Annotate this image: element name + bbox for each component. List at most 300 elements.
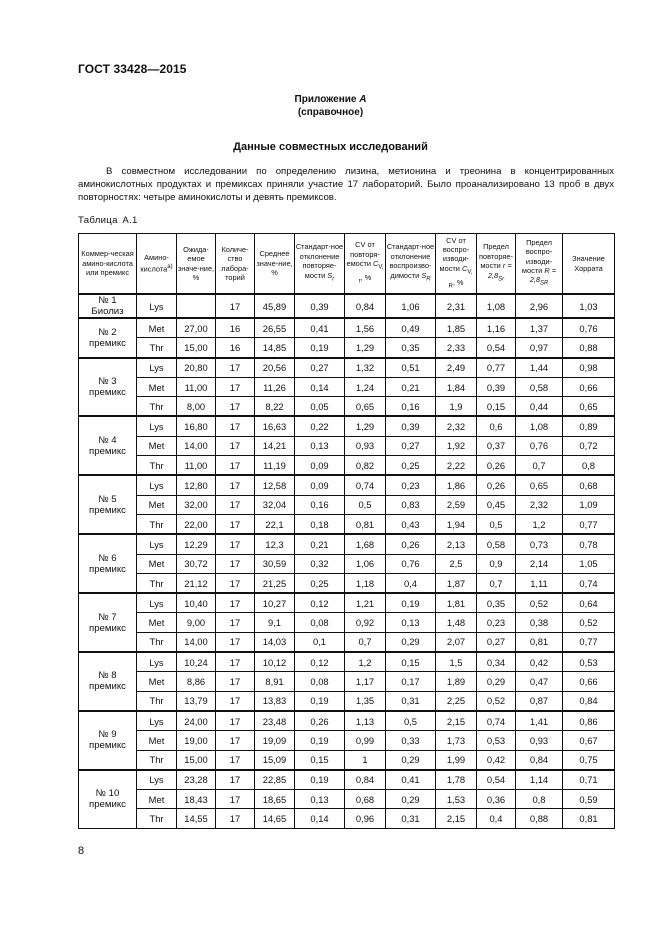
table-cell: 0,74	[563, 573, 615, 593]
product-number: № 1	[98, 295, 117, 306]
product-name-cell	[79, 416, 137, 475]
table-cell: 2,31	[436, 294, 477, 318]
table-cell: 8,86	[177, 672, 216, 691]
header-R-limit: Предел воспро-изводи-мости $R = 2,8_{SR}$	[516, 234, 563, 295]
table-cell: 1,89	[436, 672, 477, 691]
table-cell: 0,58	[477, 534, 516, 554]
table-cell: 0,45	[477, 495, 516, 514]
table-cell: 0,77	[563, 514, 615, 534]
table-cell: 0,89	[563, 416, 615, 436]
table-cell: Met	[137, 790, 177, 809]
table-cell: 22,85	[255, 770, 295, 790]
table-cell: 2,15	[436, 809, 477, 828]
table-cell: 1,29	[345, 338, 386, 358]
header-sR: Стандарт-ное отклонение воспроизво-димости $S_R$	[386, 234, 436, 295]
product-number: № 2	[98, 326, 117, 338]
table-cell: 0,68	[345, 790, 386, 809]
table-cell: 0,39	[386, 416, 436, 436]
table-cell: 17	[216, 397, 255, 417]
table-cell: 0,71	[563, 770, 615, 790]
table-cell: 0,26	[386, 534, 436, 554]
table-cell: 2,49	[436, 358, 477, 378]
product-kind: премикс	[89, 740, 126, 752]
table-cell: 1,53	[436, 790, 477, 809]
table-cell: 0,26	[295, 711, 345, 731]
table-cell: 0,13	[386, 613, 436, 632]
table-cell: 1,56	[345, 318, 386, 338]
product-name-cell	[79, 358, 137, 417]
table-cell: 17	[216, 514, 255, 534]
header-r-limit: Предел повторяе-мости $r = 2,8_{Sr}$	[477, 234, 516, 295]
table-cell: 0,77	[563, 632, 615, 652]
table-cell: 21,12	[177, 573, 216, 593]
table-cell: 17	[216, 809, 255, 828]
table-cell: 23,48	[255, 711, 295, 731]
header-expected: Ожида-емое значе-ние, %	[177, 234, 216, 295]
table-cell: 0,74	[345, 475, 386, 495]
header-cv-r: CV от повторя-емости $C_{V, r}$, %	[345, 234, 386, 295]
table-cell: 15,09	[255, 750, 295, 770]
table-cell: 1,48	[436, 613, 477, 632]
table-cell: 0,59	[563, 790, 615, 809]
table-cell: Met	[137, 554, 177, 573]
table-cell: 0,39	[477, 377, 516, 396]
table-cell: 14,65	[255, 809, 295, 828]
table-cell: 0,34	[477, 652, 516, 672]
table-cell: 14,00	[177, 436, 216, 455]
table-cell: 0,84	[345, 770, 386, 790]
table-cell: 0,42	[477, 750, 516, 770]
table-row	[79, 632, 615, 652]
table-cell: 0,8	[516, 790, 563, 809]
table-cell: 0,4	[386, 573, 436, 593]
table-row	[79, 436, 615, 455]
table-cell: 0,35	[477, 593, 516, 613]
table-cell: Lys	[137, 475, 177, 495]
product-kind: премикс	[89, 445, 126, 457]
table-cell: Met	[137, 672, 177, 691]
table-cell: 0,29	[386, 750, 436, 770]
table-cell: 0,42	[516, 652, 563, 672]
table-cell: 0,15	[477, 397, 516, 417]
table-cell: Thr	[137, 397, 177, 417]
table-cell: 0,4	[477, 809, 516, 828]
table-cell: 0,12	[295, 652, 345, 672]
table-cell: 0,93	[345, 436, 386, 455]
table-cell: 0,81	[345, 514, 386, 534]
table-cell: 0,26	[477, 456, 516, 476]
table-cell: 0,31	[386, 691, 436, 711]
table-row	[79, 318, 615, 338]
table-cell: 27,00	[177, 318, 216, 338]
table-cell: 26,55	[255, 318, 295, 338]
intro-paragraph: В совместном исследовании по определению лизина, метионина и треонина в концентрированных аминокислотных продуктах и премиксах приняли участие 17 лабораторий. Было проанализировано 13 проб в двух повторностях: четыре аминокислоты и девять премиксов.	[78, 166, 614, 204]
table-cell: 1,85	[436, 318, 477, 338]
table-cell: 16	[216, 318, 255, 338]
table-cell: 18,65	[255, 790, 295, 809]
table-cell: 0,13	[295, 790, 345, 809]
table-cell: 14,21	[255, 436, 295, 455]
table-cell: 23,28	[177, 770, 216, 790]
table-cell: 1,44	[516, 358, 563, 378]
table-cell: 1,05	[563, 554, 615, 573]
table-cell: 10,12	[255, 652, 295, 672]
product-kind: премикс	[89, 504, 126, 516]
table-cell: 0,99	[345, 731, 386, 750]
table-cell: 12,80	[177, 475, 216, 495]
table-cell: 1,84	[436, 377, 477, 396]
table-cell: 0,92	[345, 613, 386, 632]
table-cell: 0,25	[295, 573, 345, 593]
table-cell: Met	[137, 495, 177, 514]
table-cell: 0,53	[563, 652, 615, 672]
table-cell: 17	[216, 790, 255, 809]
table-cell: 17	[216, 632, 255, 652]
table-cell: 22,1	[255, 514, 295, 534]
table-cell: 0,19	[295, 691, 345, 711]
table-cell: 0,32	[295, 554, 345, 573]
table-cell: 2,96	[516, 294, 563, 318]
table-cell: 0,36	[477, 790, 516, 809]
table-cell: 0,67	[563, 731, 615, 750]
table-cell: 1,18	[345, 573, 386, 593]
table-row	[79, 416, 615, 436]
table-row	[79, 809, 615, 828]
table-cell: 0,81	[516, 632, 563, 652]
table-cell: 8,91	[255, 672, 295, 691]
table-cell: 17	[216, 377, 255, 396]
table-cell: 0,87	[516, 691, 563, 711]
table-cell: 17	[216, 358, 255, 378]
table-cell: 1,73	[436, 731, 477, 750]
table-cell: 21,25	[255, 573, 295, 593]
table-cell: 12,29	[177, 534, 216, 554]
table-cell: 0,66	[563, 377, 615, 396]
table-cell: 0,7	[477, 573, 516, 593]
product-name-cell	[79, 294, 137, 318]
table-cell: Thr	[137, 338, 177, 358]
table-cell: 12,58	[255, 475, 295, 495]
table-cell: 0,39	[295, 294, 345, 318]
table-cell: 0,27	[295, 358, 345, 378]
table-cell: 0,43	[386, 514, 436, 534]
table-cell: 0,09	[295, 456, 345, 476]
table-cell: 17	[216, 416, 255, 436]
table-row	[79, 475, 615, 495]
table-cell: Thr	[137, 691, 177, 711]
table-cell: 2,32	[516, 495, 563, 514]
table-cell: 0,84	[563, 691, 615, 711]
table-cell: 0,7	[516, 456, 563, 476]
table-cell: 8,00	[177, 397, 216, 417]
table-cell: 8,22	[255, 397, 295, 417]
table-row	[79, 397, 615, 417]
table-cell: 17	[216, 711, 255, 731]
table-row	[79, 514, 615, 534]
table-cell: 1,87	[436, 573, 477, 593]
table-cell: 2,07	[436, 632, 477, 652]
table-cell: 17	[216, 456, 255, 476]
table-row	[79, 731, 615, 750]
table-cell: 1,21	[345, 593, 386, 613]
table-cell: 1,2	[516, 514, 563, 534]
table-cell: Thr	[137, 456, 177, 476]
table-row	[79, 358, 615, 378]
product-kind: премикс	[89, 622, 126, 634]
appendix-type: (справочное)	[297, 107, 364, 118]
product-number: № 4	[98, 434, 117, 446]
table-cell: 0,64	[563, 593, 615, 613]
table-cell: 0,78	[563, 534, 615, 554]
table-cell: 0,05	[295, 397, 345, 417]
table-cell: 0,16	[386, 397, 436, 417]
table-cell: 9,00	[177, 613, 216, 632]
table-row	[79, 495, 615, 514]
product-number: № 8	[98, 670, 117, 682]
table-cell: 32,04	[255, 495, 295, 514]
table-cell: 0,41	[295, 318, 345, 338]
table-cell: 1,41	[516, 711, 563, 731]
table-cell: 0,31	[386, 809, 436, 828]
product-kind: премикс	[89, 387, 126, 399]
table-cell: Lys	[137, 294, 177, 318]
table-cell: 0,23	[477, 613, 516, 632]
table-cell: 0,18	[295, 514, 345, 534]
table-cell: 19,09	[255, 731, 295, 750]
table-cell: 2,14	[516, 554, 563, 573]
product-number: № 5	[98, 493, 117, 505]
table-cell: 2,22	[436, 456, 477, 476]
table-cell: 20,80	[177, 358, 216, 378]
table-cell: 0,38	[516, 613, 563, 632]
table-cell: Met	[137, 731, 177, 750]
table-cell: 0,88	[516, 809, 563, 828]
table-cell: 0,12	[295, 593, 345, 613]
table-cell: Thr	[137, 632, 177, 652]
table-cell: 17	[216, 652, 255, 672]
table-cell: 15,00	[177, 750, 216, 770]
table-cell: 0,16	[295, 495, 345, 514]
table-cell: 17	[216, 436, 255, 455]
table-cell: 0,08	[295, 613, 345, 632]
table-cell: 0,44	[516, 397, 563, 417]
table-cell: 0,83	[386, 495, 436, 514]
table-cell: 0,17	[386, 672, 436, 691]
table-cell: 2,15	[436, 711, 477, 731]
table-cell: 22,00	[177, 514, 216, 534]
product-name-cell	[79, 475, 137, 534]
table-cell: 19,00	[177, 731, 216, 750]
table-cell: 1,94	[436, 514, 477, 534]
table-cell: 0,76	[563, 318, 615, 338]
table-cell: 0,9	[477, 554, 516, 573]
table-cell: 0,15	[386, 652, 436, 672]
table-row	[79, 456, 615, 476]
table-cell: 0,53	[477, 731, 516, 750]
table-cell: 0,6	[477, 416, 516, 436]
table-cell: 1,92	[436, 436, 477, 455]
document-code: ГОСТ 33428—2015	[78, 62, 187, 76]
table-cell: 0,19	[295, 338, 345, 358]
table-row	[79, 672, 615, 691]
table-cell: 0,54	[477, 338, 516, 358]
table-cell: 0,88	[563, 338, 615, 358]
table-cell: 1,9	[436, 397, 477, 417]
table-cell: 0,15	[295, 750, 345, 770]
table-cell: Lys	[137, 534, 177, 554]
table-cell: 0,27	[386, 436, 436, 455]
table-cell: 16,63	[255, 416, 295, 436]
table-cell: 17	[216, 294, 255, 318]
table-cell: Lys	[137, 711, 177, 731]
table-cell: 11,00	[177, 377, 216, 396]
table-cell: 14,85	[255, 338, 295, 358]
table-cell: 0,25	[386, 456, 436, 476]
table-cell: Lys	[137, 652, 177, 672]
table-cell: 0,52	[563, 613, 615, 632]
product-number: № 10	[95, 788, 120, 800]
table-cell: 14,03	[255, 632, 295, 652]
header-sr: Стандарт-ное отклонение повторяе-мости $S_r$	[295, 234, 345, 295]
header-aminoacid: Амино-кислота$^{а)}$	[137, 234, 177, 295]
table-cell: 10,24	[177, 652, 216, 672]
table-cell: 16	[216, 338, 255, 358]
table-row	[79, 377, 615, 396]
table-cell: 0,54	[477, 770, 516, 790]
table-row	[79, 294, 615, 318]
table-cell: 0,51	[386, 358, 436, 378]
table-cell: 1,17	[345, 672, 386, 691]
table-cell: Met	[137, 377, 177, 396]
table-cell: 0,29	[477, 672, 516, 691]
table-cell: Met	[137, 613, 177, 632]
product-number: № 3	[98, 376, 117, 388]
table-cell: 1,35	[345, 691, 386, 711]
table-cell: 0,35	[386, 338, 436, 358]
table-cell: 0,97	[516, 338, 563, 358]
table-cell: 0,52	[477, 691, 516, 711]
table-cell: 17	[216, 554, 255, 573]
product-name-cell	[79, 534, 137, 593]
table-cell: 1,78	[436, 770, 477, 790]
table-cell: 17	[216, 593, 255, 613]
table-cell: 2,32	[436, 416, 477, 436]
table-cell: 1,32	[345, 358, 386, 378]
table-cell: 1,81	[436, 593, 477, 613]
table-cell: 14,00	[177, 632, 216, 652]
table-cell: 1,86	[436, 475, 477, 495]
table-cell: Lys	[137, 770, 177, 790]
table-cell: 1,09	[563, 495, 615, 514]
table-cell: 0,65	[563, 397, 615, 417]
table-cell: 0,72	[563, 436, 615, 455]
table-cell: 17	[216, 770, 255, 790]
table-cell: 1,13	[345, 711, 386, 731]
table-cell: 11,00	[177, 456, 216, 476]
table-cell: 20,56	[255, 358, 295, 378]
table-cell: Thr	[137, 750, 177, 770]
table-row	[79, 593, 615, 613]
table-cell: 1,99	[436, 750, 477, 770]
product-kind: премикс	[89, 337, 126, 349]
table-cell: 0,65	[516, 475, 563, 495]
table-cell: 2,13	[436, 534, 477, 554]
table-cell: 0,5	[345, 495, 386, 514]
table-cell: 1,2	[345, 652, 386, 672]
table-cell: Thr	[137, 809, 177, 828]
table-cell: 30,72	[177, 554, 216, 573]
table-cell: 17	[216, 750, 255, 770]
table-caption: Таблица А.1	[78, 215, 138, 226]
table-cell	[177, 294, 216, 318]
table-cell: 17	[216, 495, 255, 514]
table-cell: 0,96	[345, 809, 386, 828]
table-cell: 0,68	[563, 475, 615, 495]
table-cell: 0,93	[516, 731, 563, 750]
table-row	[79, 770, 615, 790]
header-lab-count: Количе-ство лабора-торий	[216, 234, 255, 295]
product-kind: премикс	[89, 799, 126, 811]
table-cell: 1,24	[345, 377, 386, 396]
table-cell: 1,11	[516, 573, 563, 593]
table-cell: 10,27	[255, 593, 295, 613]
table-cell: 0,26	[477, 475, 516, 495]
header-mean: Среднее значе-ние, %	[255, 234, 295, 295]
table-cell: 32,00	[177, 495, 216, 514]
product-name-cell	[79, 711, 137, 770]
table-cell: 1,14	[516, 770, 563, 790]
table-row	[79, 750, 615, 770]
table-cell: Lys	[137, 358, 177, 378]
table-cell: 1	[345, 750, 386, 770]
table-cell: 0,77	[477, 358, 516, 378]
table-cell: 0,22	[295, 416, 345, 436]
table-cell: 0,23	[386, 475, 436, 495]
table-cell: 0,1	[295, 632, 345, 652]
table-cell: 0,5	[386, 711, 436, 731]
table-cell: 1,5	[436, 652, 477, 672]
table-cell: 1,16	[477, 318, 516, 338]
table-cell: 2,5	[436, 554, 477, 573]
table-cell: 0,65	[345, 397, 386, 417]
table-cell: Lys	[137, 593, 177, 613]
table-cell: 0,37	[477, 436, 516, 455]
table-cell: 24,00	[177, 711, 216, 731]
header-horrat: Значение Хоррата	[563, 234, 615, 295]
table-cell: 17	[216, 613, 255, 632]
table-cell: 0,76	[386, 554, 436, 573]
table-cell: 0,7	[345, 632, 386, 652]
table-cell: 1,37	[516, 318, 563, 338]
table-row	[79, 613, 615, 632]
header-product: Коммер-ческая амино-кислота или премикс	[79, 234, 137, 295]
table-cell: 0,84	[345, 294, 386, 318]
product-number: № 7	[98, 611, 117, 623]
table-cell: 0,19	[386, 593, 436, 613]
table-cell: 0,08	[295, 672, 345, 691]
table-cell: 0,5	[477, 514, 516, 534]
table-row	[79, 338, 615, 358]
table-header-row	[79, 234, 615, 295]
table-cell: 0,29	[386, 790, 436, 809]
table-row	[79, 534, 615, 554]
table-cell: 13,83	[255, 691, 295, 711]
table-cell: 0,13	[295, 436, 345, 455]
table-cell: 45,89	[255, 294, 295, 318]
table-cell: 0,66	[563, 672, 615, 691]
product-name-cell	[79, 770, 137, 828]
table-cell: 0,76	[516, 436, 563, 455]
